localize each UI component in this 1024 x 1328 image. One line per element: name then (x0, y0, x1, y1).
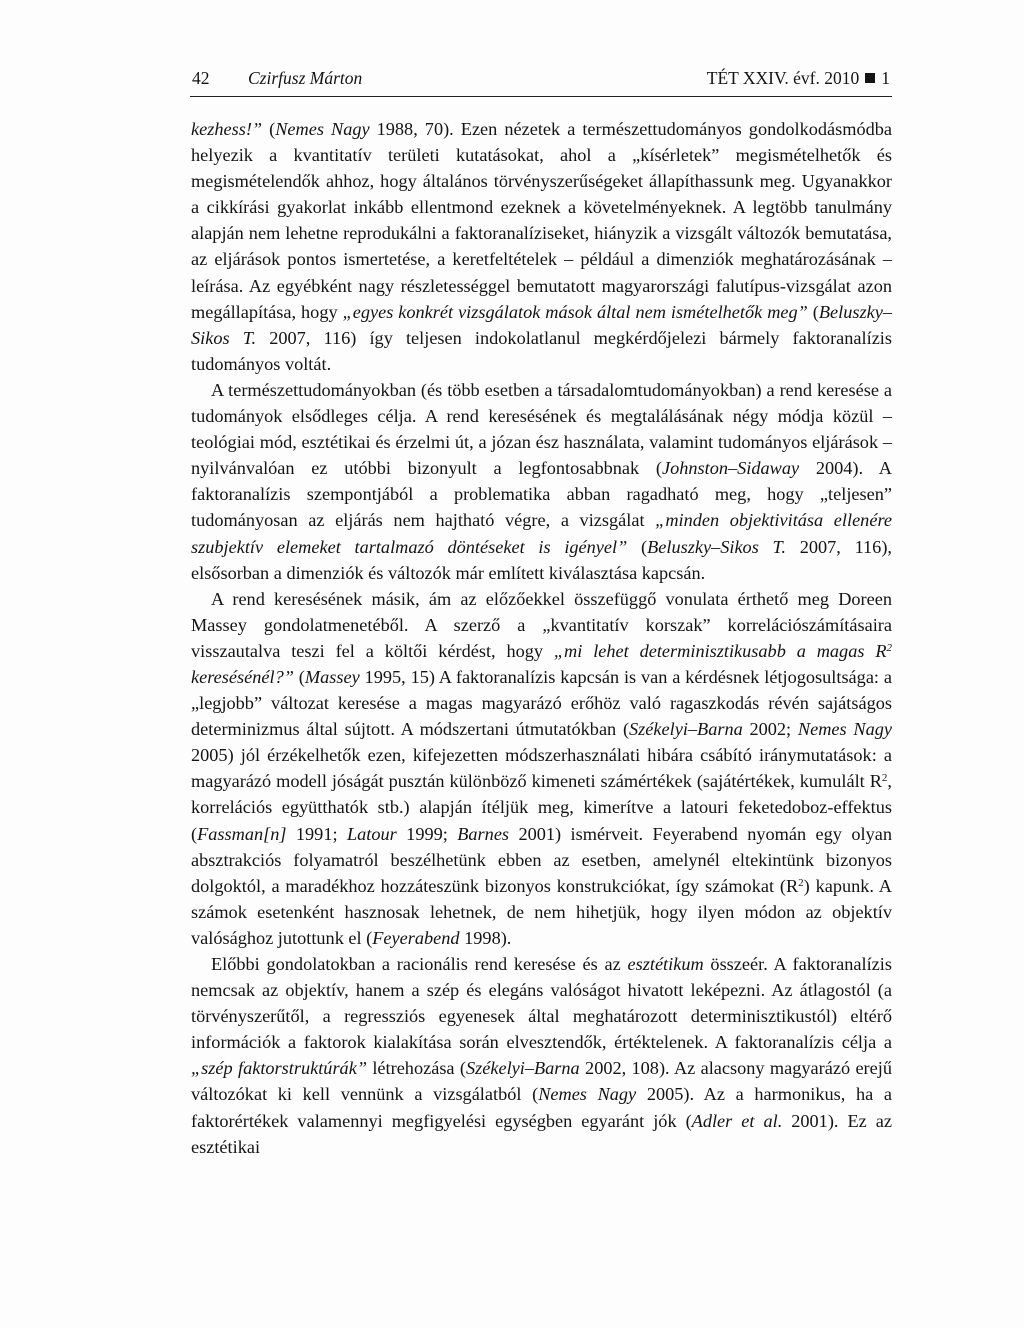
text-run: 1991; (286, 823, 347, 844)
paragraph (191, 116, 892, 377)
italic-run: „egyes konkrét vizsgálatok mások által nem ismételhetők meg” (342, 301, 808, 322)
issue-number: 1 (881, 68, 890, 88)
running-author: Czirfusz Márton (248, 68, 363, 88)
text-run: 2001). Ez az esztétikai (191, 1110, 892, 1157)
text-run: 2007, 116), elsősorban a dimenziók és változók már említett kiválasztása kapcsán. (191, 536, 892, 583)
italic-run: Adler et al. (691, 1110, 783, 1131)
text-run: A rend keresésének másik, ám az előzőekkel összefüggő vonulata érthető meg Doreen Massey gondolatmenetéből. A szerző a „kvantitatív korszak” korrelációszámításaira visszautalva teszi fel a költői kérdést, hogy (191, 588, 892, 661)
text-run: 1995, 15) A faktoranalízis kapcsán is van a kérdésnek létjogosultsága: a „legjobb” változat keresése a magas magyarázó erőhöz való ragaszkodás révén sajátságos determinizmus által sújtott. A módszertani útmutatókban ( (191, 666, 892, 740)
text-run: 2002, 108). Az alacsony magyarázó erejű változókat ki kell vennünk a vizsgálatból ( (191, 1058, 892, 1105)
italic-run: esztétikum (627, 954, 704, 974)
italic-run: keresésénél?” (191, 666, 294, 687)
superscript: 2 (798, 876, 804, 889)
journal-name: TÉT XXIV. évf. 2010 (706, 68, 860, 88)
page-number: 42 (192, 68, 210, 88)
text-run: , korrelációs együtthatók stb.) alapján ítéljük meg, kimerítve a latouri feketedoboz-effektus ( (191, 771, 892, 844)
body-text (191, 116, 892, 1160)
italic-run: Johnston–Sidaway (662, 458, 800, 479)
text-run: ) kapunk. A számok esetenként hasznosak lehetnek, de nem hihetjük, hogy ilyen módon az objektív valósághoz jutottunk el ( (191, 875, 892, 948)
journal-info (707, 66, 890, 90)
italic-run: Massey (304, 666, 360, 687)
superscript: 2 (886, 641, 892, 654)
italic-run: Feyerabend (372, 927, 460, 948)
text-run: létrehozása ( (366, 1058, 466, 1079)
italic-run: Beluszky–Sikos T. (647, 536, 786, 557)
paragraph (191, 951, 892, 1160)
paragraph (191, 586, 892, 951)
italic-run: Székelyi–Barna (629, 719, 743, 740)
text-run: 1999; (396, 823, 458, 844)
text-run: összeér. A faktoranalízis nemcsak az objektív, hanem a szép és elegáns valóságot hivatott leképezni. Az átlagostól (a törvényszerűtől, a regressziós egyenesek által meghatározott determinisztikustól) eltérő információk a faktorok kialakítása során elvesztendők, értéktelenek. A faktoranalízis célja a (191, 954, 892, 1053)
italic-run: Nemes Nagy (275, 119, 370, 139)
italic-run: Nemes Nagy (538, 1084, 637, 1105)
italic-run: „szép faktorstruktúrák” (191, 1058, 367, 1079)
italic-run: Beluszky–Sikos T. (191, 301, 892, 348)
italic-run: Nemes Nagy (797, 719, 892, 740)
italic-run: Barnes (457, 823, 510, 844)
text-run: 2001) ismérveit. Feyerabend nyomán egy olyan absztrakciós folyamatról beszélhetünk ebben az esetben, amelynél eltekintünk bizonyos dolgoktól, a maradékhoz hozzáteszünk bizonyos konstrukciókat, így számokat (R (191, 823, 892, 896)
text-run: ( (269, 119, 276, 139)
paragraph (191, 377, 892, 586)
italic-run: Fassman[n] (197, 823, 287, 844)
running-header (190, 66, 890, 96)
square-bullet-icon (865, 73, 875, 83)
italic-run: Székelyi–Barna (465, 1058, 580, 1079)
header-divider (190, 96, 892, 97)
text-run: ( (807, 301, 819, 322)
italic-run: „minden objektivitása ellenére szubjektív elemeket tartalmazó döntéseket is igényel” (191, 510, 892, 557)
italic-run: kezhess!” (191, 119, 270, 139)
text-run: ( (627, 536, 648, 557)
text-run: 2004). A faktoranalízis szempontjából a problematika abban ragadható meg, hogy „teljesen” tudományosan az eljárás nem hajtható végre, a vizsgálat (191, 458, 892, 531)
text-run: 1998). (459, 927, 512, 948)
text-run: 1988, 70). Ezen nézetek a természettudományos gondolkodásmódba helyezik a kvantitatív területi kutatásokat, ahol a „kísérletek” megismételhetők és megismételendők ahhoz, hogy általános törvényszerűségeket állapíthassunk meg. Ugyanakkor a cikkírási gyakorlat inkább ellentmond ezeknek a követelményeknek. A legtöbb tanulmány alapján nem lehetne reprodukálni a faktoranalíziseket, hiányzik a vizsgált változók bemutatása, az eljárások pontos ismertetése, a keretfeltételek – például a dimenziók meghatározásának – leírása. Az egyébként nagy részletességgel bemutatott magyarországi falutípus-vizsgálat azon megállapítása, hogy (191, 119, 892, 322)
text-run: A természettudományokban (és több esetben a társadalomtudományokban) a rend keresése a tudományok elsődleges célja. A rend keresésének és megtalálásának négy módja közül – teológiai mód, esztétikai és érzelmi út, a józan ész használata, valamint tudományos eljárások – nyilvánvalóan ez utóbbi bizonyult a legfontosabbnak ( (191, 379, 892, 479)
text-run: 2002; (742, 719, 798, 740)
text-run: 2005). Az a harmonikus, ha a faktorértékek valamennyi megfigyelési egységben egyaránt jók ( (191, 1084, 892, 1131)
italic-run: Latour (346, 823, 397, 844)
text-run: 2005) jól érzékelhetők ezen, kifejezetten módszerhasználati hibára csábító iránymutatások: a magyarázó modell jóságát pusztán különböző kimeneti számértékek (sajátértékek, kumulált R (191, 745, 892, 792)
italic-run: „mi lehet determinisztikusabb a magas R (553, 640, 887, 661)
text-run: ( (293, 666, 305, 687)
text-run: 2007, 116) így teljesen indokolatlanul megkérdőjelezi bármely faktoranalízis tudományos voltát. (191, 327, 892, 374)
text-run: Előbbi gondolatokban a racionális rend keresése és az (211, 954, 628, 974)
superscript: 2 (881, 772, 888, 785)
